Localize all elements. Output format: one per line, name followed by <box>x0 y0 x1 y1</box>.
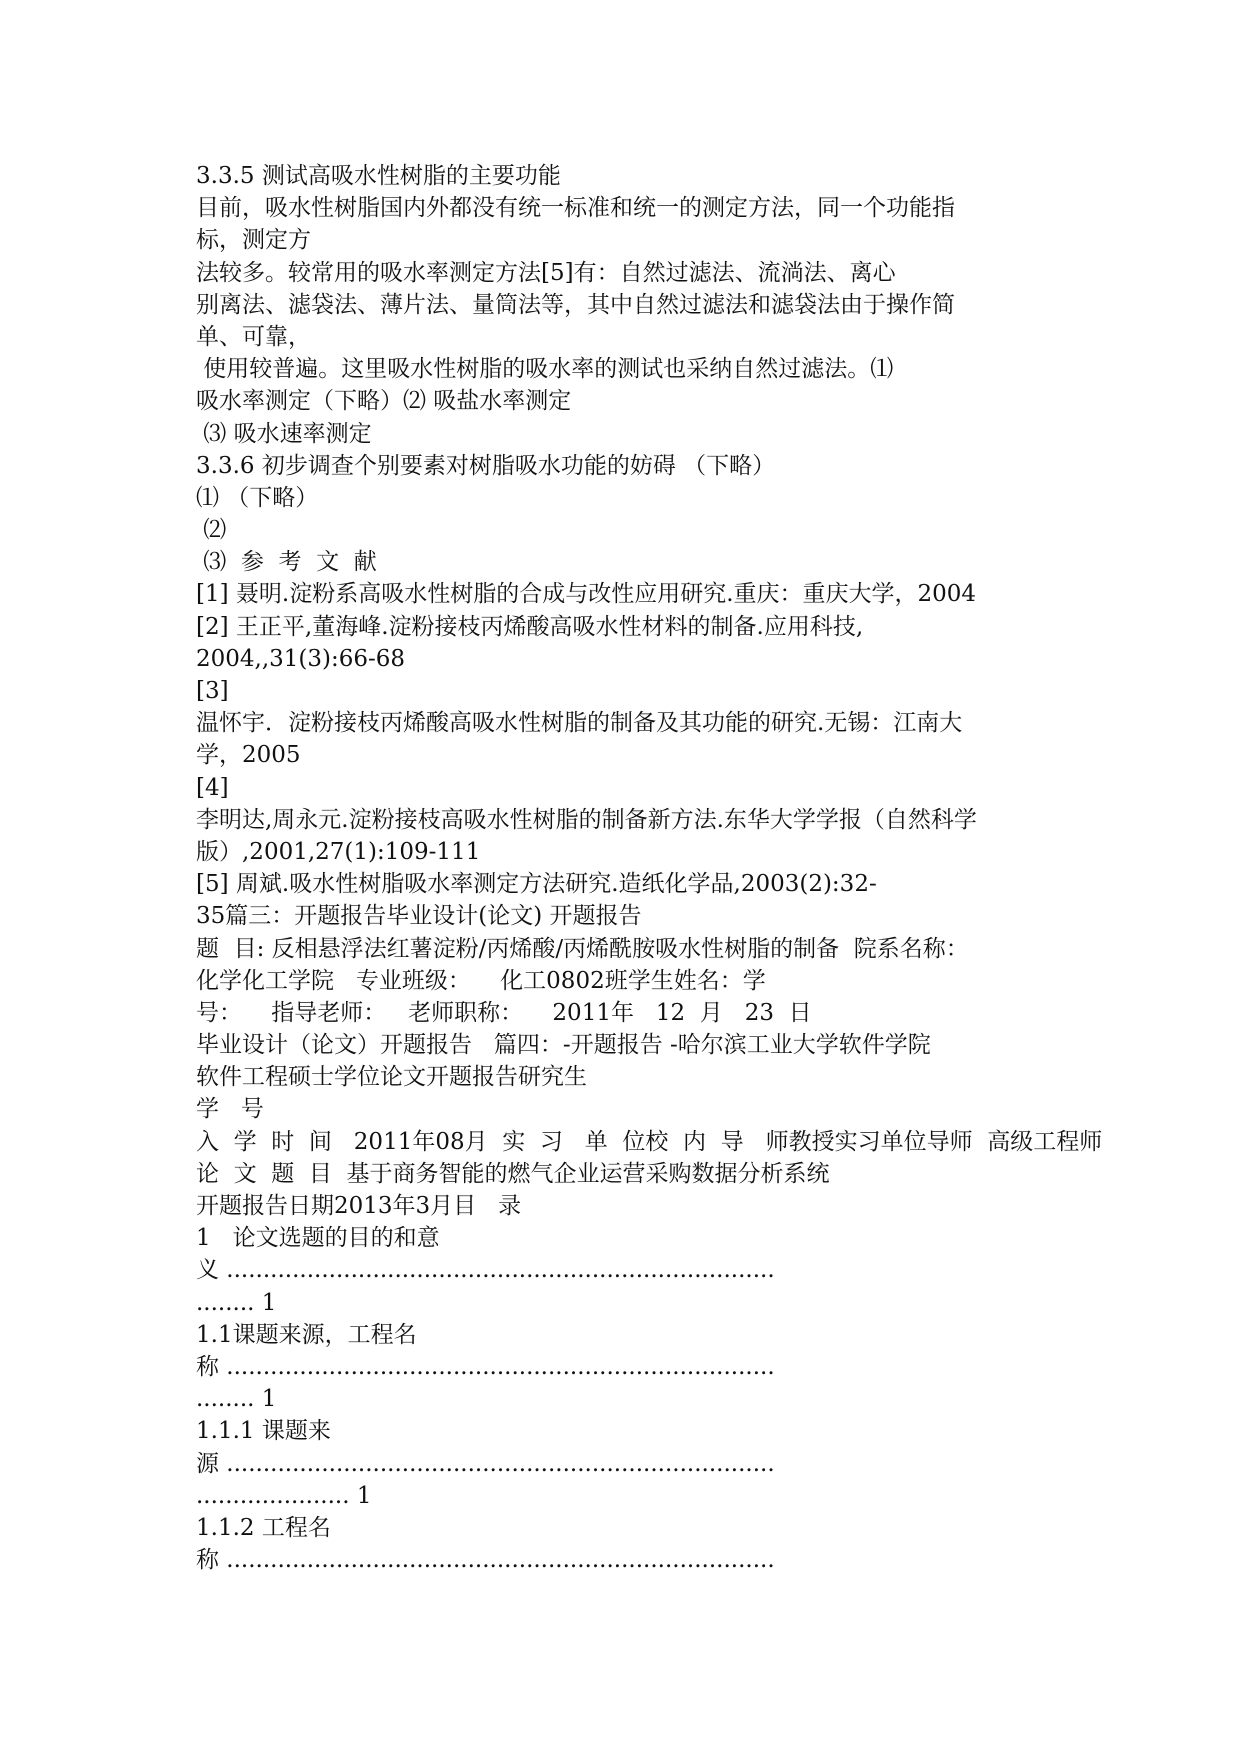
toc-line: ........ 1 <box>196 1386 277 1413</box>
toc-line: ........ 1 <box>196 1289 277 1316</box>
text-line: 单、可靠， <box>196 323 311 350</box>
text-line: 号： 指导老师： 老师职称： 2011年 12 月 23 日 <box>196 999 812 1026</box>
reference-line: 李明达,周永元.淀粉接枝高吸水性树脂的制备新方法.东华大学学报（自然科学 <box>196 806 977 833</box>
text-line: 毕业设计（论文）开题报告 篇四：-开题报告 -哈尔滨工业大学软件学院 <box>196 1032 931 1059</box>
reference-line: [1] 聂明.淀粉系高吸水性树脂的合成与改性应用研究.重庆：重庆大学，2004 <box>196 581 977 608</box>
text-line: 使用较普遍。这里吸水性树脂的吸水率的测试也采纳自然过滤法。⑴ <box>196 356 894 383</box>
toc-line: 称 ........................................................................... <box>196 1547 775 1574</box>
toc-line: 1 论文选题的目的和意 <box>196 1225 440 1252</box>
reference-line: 2004,,31(3):66-68 <box>196 645 406 672</box>
text-line: 开题报告日期2013年3月目 录 <box>196 1193 522 1219</box>
toc-line: 称 ........................................................................... <box>196 1353 775 1380</box>
text-line: 入 学 时 间 2011年08月 实 习 单 位校 内 导 师教授实习单位导师 高级工程师 <box>196 1128 1103 1155</box>
text-line: 学 号 <box>196 1096 264 1123</box>
text-line: 别离法、滤袋法、薄片法、量筒法等，其中自然过滤法和滤袋法由于操作简 <box>196 291 955 318</box>
toc-line: 1.1.2 工程名 <box>196 1514 331 1541</box>
text-line: 3.3.5 测试高吸水性树脂的主要功能 <box>196 163 561 189</box>
text-line: 软件工程硕士学位论文开题报告研究生 <box>196 1064 587 1091</box>
reference-line: [2] 王正平,董海峰.淀粉接枝丙烯酸高吸水性材料的制备.应用科技, <box>196 613 864 640</box>
reference-line: 学，2005 <box>196 742 301 769</box>
reference-line: 温怀宇．淀粉接枝丙烯酸高吸水性树脂的制备及其功能的研究.无锡：江南大 <box>196 710 963 737</box>
text-line: 化学化工学院 专业班级： 化工0802班学生姓名：学 <box>196 967 766 994</box>
reference-line: [3] <box>196 678 229 704</box>
text-line: ⑶ 参 考 文 献 <box>196 549 377 576</box>
document-page <box>196 160 1103 1576</box>
text-line: ⑶ 吸水速率测定 <box>196 420 372 447</box>
text-line: ⑵ <box>196 517 227 544</box>
toc-line: 1.1.1 课题来 <box>196 1418 331 1445</box>
text-line: 3.3.6 初步调查个别要素对树脂吸水功能的妨碍 （下略） <box>196 452 776 479</box>
text-line: 标，测定方 <box>196 227 311 254</box>
text-line: 吸水率测定（下略）⑵ 吸盐水率测定 <box>196 388 572 415</box>
text-line: ⑴ （下略） <box>196 484 319 511</box>
text-line: 论 文 题 目 基于商务智能的燃气企业运营采购数据分析系统 <box>196 1160 830 1187</box>
text-line: 题 目: 反相悬浮法红薯淀粉/丙烯酸/丙烯酰胺吸水性树脂的制备 院系名称： <box>196 935 969 962</box>
toc-line: 1.1课题来源，工程名 <box>196 1321 417 1348</box>
reference-line: [5] 周斌.吸水性树脂吸水率测定方法研究.造纸化学品,2003(2):32- <box>196 871 877 898</box>
toc-line: ..................... 1 <box>196 1482 372 1509</box>
toc-line: 义 ........................................................................... <box>196 1257 775 1284</box>
reference-line: 版）,2001,27(1):109-111 <box>196 838 481 865</box>
reference-line: [4] <box>196 774 229 801</box>
toc-line: 源 ........................................................................... <box>196 1450 775 1477</box>
text-line: 目前，吸水性树脂国内外都没有统一标准和统一的测定方法，同一个功能指 <box>196 195 955 222</box>
text-line: 35篇三：开题报告毕业设计(论文) 开题报告 <box>196 903 642 930</box>
text-line: 法较多。较常用的吸水率测定方法[5]有：自然过滤法、流淌法、离心 <box>196 259 896 286</box>
